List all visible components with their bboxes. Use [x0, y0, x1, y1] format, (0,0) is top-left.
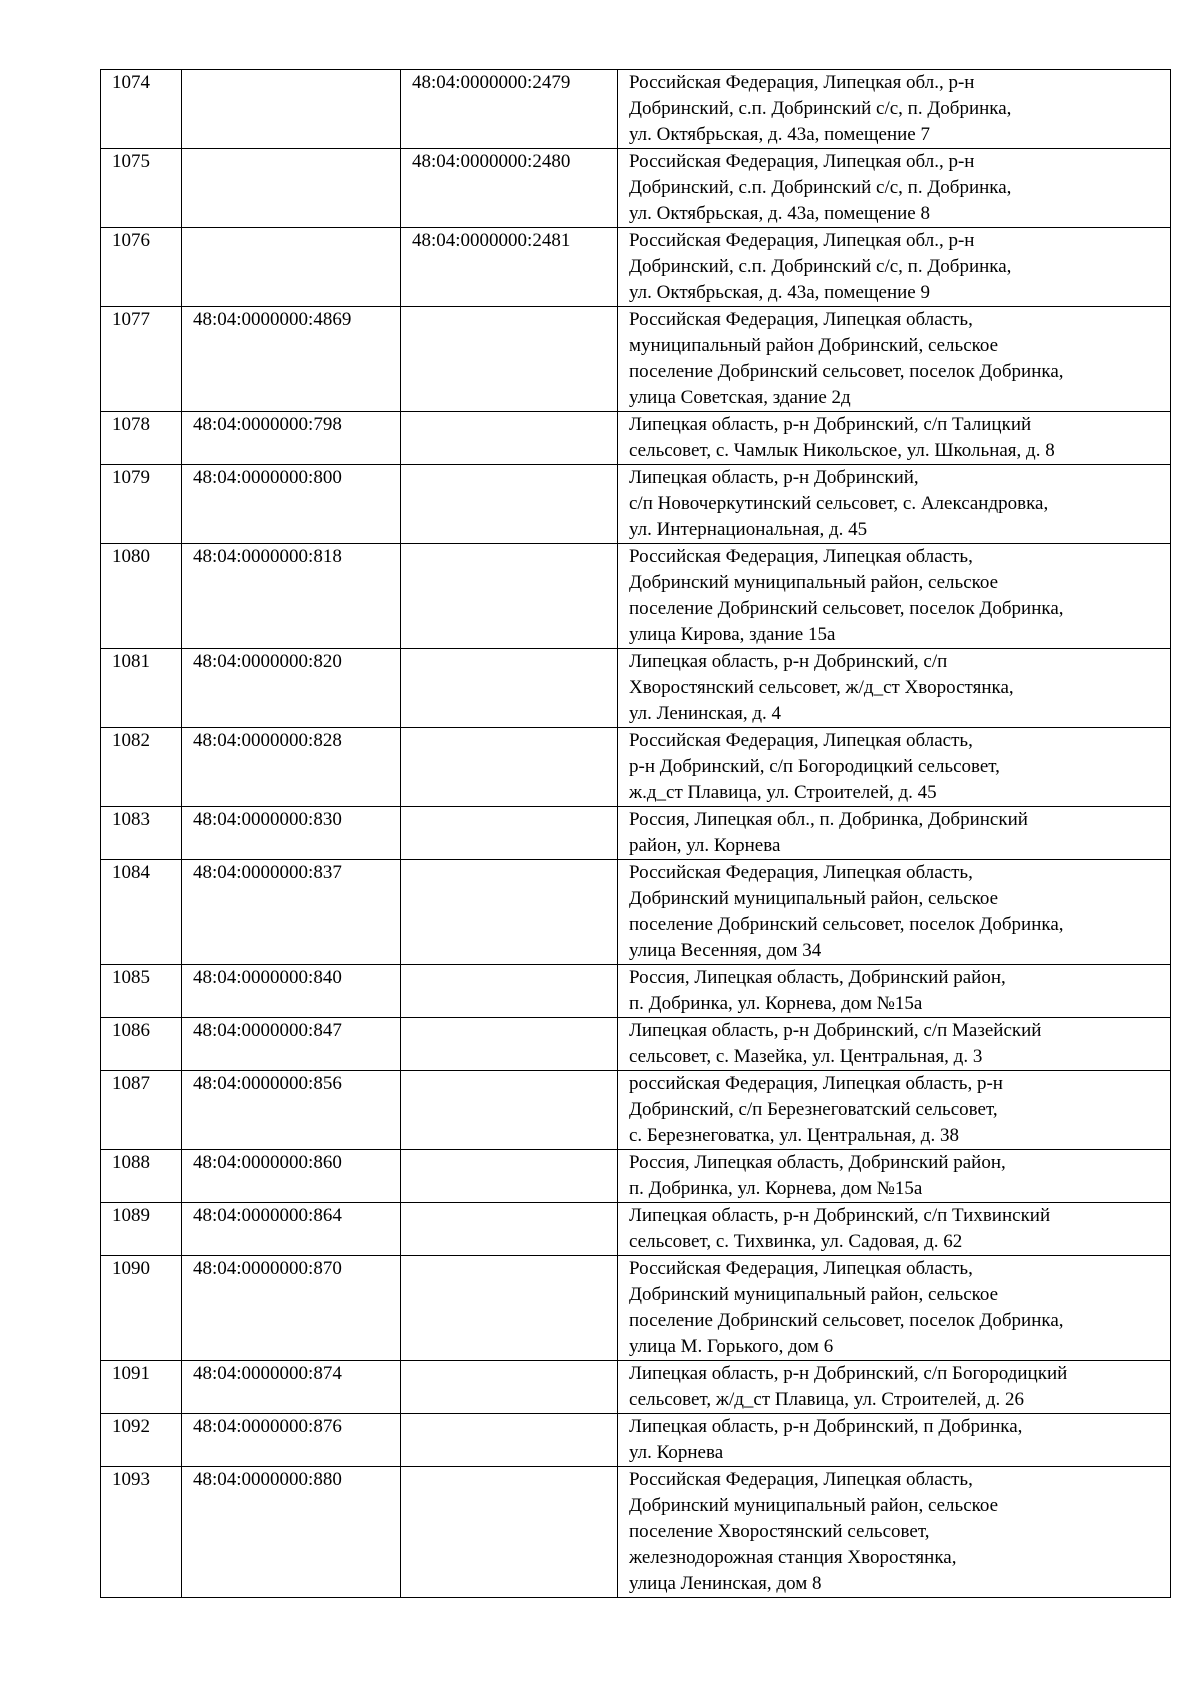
address-cell: [618, 1414, 1171, 1467]
address-line: ул. Ленинская, д. 4: [629, 703, 782, 724]
land-cadastral-number-cell: [182, 228, 401, 307]
object-cadastral-number-cell: [401, 860, 618, 965]
address-line: Российская Федерация, Липецкая область,: [629, 546, 973, 567]
registry-table-body: [101, 70, 1171, 1598]
address-cell: [618, 728, 1171, 807]
address-line: ул. Октябрьская, д. 43а, помещение 8: [629, 203, 930, 224]
land-cadastral-number-cell: 48:04:0000000:864: [182, 1203, 401, 1256]
row-number-cell: 1086: [101, 1018, 182, 1071]
land-cadastral-number-cell: 48:04:0000000:837: [182, 860, 401, 965]
table-row: [101, 728, 1171, 807]
object-cadastral-number-cell: [401, 649, 618, 728]
address-line: ул. Октябрьская, д. 43а, помещение 7: [629, 124, 930, 145]
row-number-cell: 1091: [101, 1361, 182, 1414]
address-line: Российская Федерация, Липецкая обл., р-н: [629, 72, 975, 93]
object-cadastral-number-cell: [401, 1467, 618, 1598]
address-cell: [618, 807, 1171, 860]
table-row: [101, 70, 1171, 149]
address-cell: [618, 1467, 1171, 1598]
row-number-cell: 1090: [101, 1256, 182, 1361]
address-line: п. Добринка, ул. Корнева, дом №15а: [629, 993, 923, 1014]
address-cell: [618, 228, 1171, 307]
address-cell: [618, 544, 1171, 649]
table-row: [101, 465, 1171, 544]
address-line: российская Федерация, Липецкая область, р-н: [629, 1073, 1003, 1094]
table-row: [101, 1361, 1171, 1414]
row-number-cell: 1092: [101, 1414, 182, 1467]
land-cadastral-number-cell: [182, 70, 401, 149]
address-line: п. Добринка, ул. Корнева, дом №15а: [629, 1178, 923, 1199]
table-row: [101, 1203, 1171, 1256]
address-line: Российская Федерация, Липецкая область,: [629, 730, 973, 751]
land-cadastral-number-cell: 48:04:0000000:870: [182, 1256, 401, 1361]
table-row: [101, 1150, 1171, 1203]
address-line: с/п Новочеркутинский сельсовет, с. Александровка,: [629, 493, 1049, 514]
table-row: [101, 228, 1171, 307]
address-cell: [618, 70, 1171, 149]
address-line: Липецкая область, р-н Добринский, с/п Тихвинский: [629, 1205, 1051, 1226]
object-cadastral-number-cell: [401, 1203, 618, 1256]
address-line: р-н Добринский, с/п Богородицкий сельсовет,: [629, 756, 1000, 777]
object-cadastral-number-cell: [401, 1414, 618, 1467]
address-cell: [618, 1203, 1171, 1256]
table-row: [101, 807, 1171, 860]
address-line: Добринский, с.п. Добринский с/с, п. Добринка,: [629, 177, 1012, 198]
object-cadastral-number-cell: [401, 1071, 618, 1150]
object-cadastral-number-cell: 48:04:0000000:2479: [401, 70, 618, 149]
address-line: поселение Добринский сельсовет, поселок Добринка,: [629, 361, 1064, 382]
address-line: район, ул. Корнева: [629, 835, 781, 856]
land-cadastral-number-cell: 48:04:0000000:880: [182, 1467, 401, 1598]
row-number-cell: 1077: [101, 307, 182, 412]
land-cadastral-number-cell: 48:04:0000000:856: [182, 1071, 401, 1150]
object-cadastral-number-cell: [401, 965, 618, 1018]
address-line: ж.д_ст Плавица, ул. Строителей, д. 45: [629, 782, 937, 803]
address-cell: [618, 1256, 1171, 1361]
land-cadastral-number-cell: 48:04:0000000:860: [182, 1150, 401, 1203]
land-cadastral-number-cell: 48:04:0000000:820: [182, 649, 401, 728]
address-line: Российская Федерация, Липецкая область,: [629, 1469, 973, 1490]
address-line: поселение Добринский сельсовет, поселок Добринка,: [629, 598, 1064, 619]
row-number-cell: 1087: [101, 1071, 182, 1150]
land-cadastral-number-cell: 48:04:0000000:4869: [182, 307, 401, 412]
address-cell: [618, 307, 1171, 412]
address-line: поселение Хворостянский сельсовет,: [629, 1521, 930, 1542]
object-cadastral-number-cell: [401, 412, 618, 465]
address-line: улица Советская, здание 2д: [629, 387, 851, 408]
address-cell: [618, 149, 1171, 228]
land-cadastral-number-cell: 48:04:0000000:874: [182, 1361, 401, 1414]
land-cadastral-number-cell: 48:04:0000000:840: [182, 965, 401, 1018]
object-cadastral-number-cell: 48:04:0000000:2480: [401, 149, 618, 228]
table-row: [101, 1256, 1171, 1361]
address-line: Россия, Липецкая область, Добринский район,: [629, 967, 1006, 988]
object-cadastral-number-cell: [401, 728, 618, 807]
address-line: Российская Федерация, Липецкая область,: [629, 309, 973, 330]
row-number-cell: 1079: [101, 465, 182, 544]
table-row: [101, 544, 1171, 649]
address-line: Добринский, с/п Березнеговатский сельсовет,: [629, 1099, 998, 1120]
table-row: [101, 307, 1171, 412]
table-row: [101, 1414, 1171, 1467]
address-line: Российская Федерация, Липецкая область,: [629, 862, 973, 883]
object-cadastral-number-cell: [401, 1150, 618, 1203]
row-number-cell: 1076: [101, 228, 182, 307]
address-cell: [618, 965, 1171, 1018]
row-number-cell: 1084: [101, 860, 182, 965]
row-number-cell: 1089: [101, 1203, 182, 1256]
row-number-cell: 1074: [101, 70, 182, 149]
address-line: Добринский муниципальный район, сельское: [629, 572, 999, 593]
address-line: Липецкая область, р-н Добринский, п Добринка,: [629, 1416, 1023, 1437]
object-cadastral-number-cell: 48:04:0000000:2481: [401, 228, 618, 307]
land-cadastral-number-cell: [182, 149, 401, 228]
address-line: с. Березнеговатка, ул. Центральная, д. 38: [629, 1125, 959, 1146]
object-cadastral-number-cell: [401, 465, 618, 544]
row-number-cell: 1082: [101, 728, 182, 807]
address-line: поселение Добринский сельсовет, поселок Добринка,: [629, 914, 1064, 935]
table-row: [101, 412, 1171, 465]
address-line: Липецкая область, р-н Добринский, с/п: [629, 651, 948, 672]
row-number-cell: 1080: [101, 544, 182, 649]
address-cell: [618, 412, 1171, 465]
address-line: Добринский, с.п. Добринский с/с, п. Добринка,: [629, 256, 1012, 277]
address-cell: [618, 860, 1171, 965]
table-row: [101, 965, 1171, 1018]
address-line: Липецкая область, р-н Добринский, с/п Мазейский: [629, 1020, 1042, 1041]
land-cadastral-number-cell: 48:04:0000000:800: [182, 465, 401, 544]
land-cadastral-number-cell: 48:04:0000000:830: [182, 807, 401, 860]
address-line: ул. Корнева: [629, 1442, 724, 1463]
address-line: Россия, Липецкая область, Добринский район,: [629, 1152, 1006, 1173]
object-cadastral-number-cell: [401, 544, 618, 649]
address-line: улица Кирова, здание 15а: [629, 624, 836, 645]
object-cadastral-number-cell: [401, 807, 618, 860]
address-line: сельсовет, с. Тихвинка, ул. Садовая, д. 62: [629, 1231, 963, 1252]
object-cadastral-number-cell: [401, 1361, 618, 1414]
table-row: [101, 1018, 1171, 1071]
land-cadastral-number-cell: 48:04:0000000:818: [182, 544, 401, 649]
address-line: Липецкая область, р-н Добринский,: [629, 467, 919, 488]
address-line: Добринский муниципальный район, сельское: [629, 888, 999, 909]
property-registry-table: [100, 69, 1171, 1598]
address-line: Россия, Липецкая обл., п. Добринка, Добринский: [629, 809, 1028, 830]
table-row: [101, 649, 1171, 728]
row-number-cell: 1093: [101, 1467, 182, 1598]
address-cell: [618, 1150, 1171, 1203]
object-cadastral-number-cell: [401, 307, 618, 412]
row-number-cell: 1078: [101, 412, 182, 465]
address-cell: [618, 1018, 1171, 1071]
address-line: сельсовет, с. Чамлык Никольское, ул. Школьная, д. 8: [629, 440, 1055, 461]
address-cell: [618, 465, 1171, 544]
address-cell: [618, 649, 1171, 728]
object-cadastral-number-cell: [401, 1256, 618, 1361]
address-line: Добринский муниципальный район, сельское: [629, 1284, 999, 1305]
land-cadastral-number-cell: 48:04:0000000:876: [182, 1414, 401, 1467]
address-line: улица Весенняя, дом 34: [629, 940, 822, 961]
address-line: Российская Федерация, Липецкая область,: [629, 1258, 973, 1279]
address-line: ул. Интернациональная, д. 45: [629, 519, 868, 540]
object-cadastral-number-cell: [401, 1018, 618, 1071]
address-line: сельсовет, ж/д_ст Плавица, ул. Строителей, д. 26: [629, 1389, 1025, 1410]
address-line: Добринский муниципальный район, сельское: [629, 1495, 999, 1516]
address-cell: [618, 1071, 1171, 1150]
address-line: Липецкая область, р-н Добринский, с/п Талицкий: [629, 414, 1032, 435]
row-number-cell: 1083: [101, 807, 182, 860]
table-row: [101, 1467, 1171, 1598]
row-number-cell: 1085: [101, 965, 182, 1018]
table-row: [101, 860, 1171, 965]
table-row: [101, 149, 1171, 228]
address-line: улица Ленинская, дом 8: [629, 1573, 822, 1594]
land-cadastral-number-cell: 48:04:0000000:798: [182, 412, 401, 465]
address-line: муниципальный район Добринский, сельское: [629, 335, 999, 356]
address-line: сельсовет, с. Мазейка, ул. Центральная, д. 3: [629, 1046, 983, 1067]
row-number-cell: 1088: [101, 1150, 182, 1203]
address-line: поселение Добринский сельсовет, поселок Добринка,: [629, 1310, 1064, 1331]
address-line: Российская Федерация, Липецкая обл., р-н: [629, 230, 975, 251]
address-line: Добринский, с.п. Добринский с/с, п. Добринка,: [629, 98, 1012, 119]
address-line: Хворостянский сельсовет, ж/д_ст Хворостянка,: [629, 677, 1014, 698]
address-line: улица М. Горького, дом 6: [629, 1336, 834, 1357]
table-row: [101, 1071, 1171, 1150]
address-line: ул. Октябрьская, д. 43а, помещение 9: [629, 282, 930, 303]
row-number-cell: 1081: [101, 649, 182, 728]
address-cell: [618, 1361, 1171, 1414]
row-number-cell: 1075: [101, 149, 182, 228]
address-line: Российская Федерация, Липецкая обл., р-н: [629, 151, 975, 172]
address-line: железнодорожная станция Хворостянка,: [629, 1547, 957, 1568]
land-cadastral-number-cell: 48:04:0000000:828: [182, 728, 401, 807]
address-line: Липецкая область, р-н Добринский, с/п Богородицкий: [629, 1363, 1068, 1384]
land-cadastral-number-cell: 48:04:0000000:847: [182, 1018, 401, 1071]
